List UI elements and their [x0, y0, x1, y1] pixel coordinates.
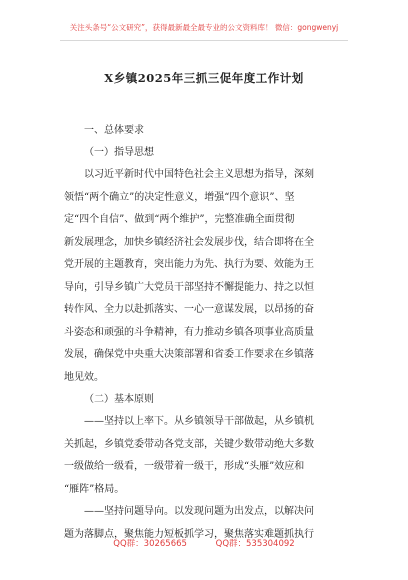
text-line: 一级做给一级看，一级带着一级干，形成“头雁”效应和	[64, 461, 305, 472]
text-line: 转作风、全力以赴抓落实、一心一意谋发展，以昂扬的奋	[64, 304, 314, 315]
paragraph-guiding-ideology	[64, 164, 356, 389]
header-divider	[60, 40, 348, 41]
text-line: 题为落脚点，聚焦能力短板抓学习，聚焦落实难题抓执行	[64, 528, 314, 540]
document-title: X乡镇2025年三抓三促年度工作计划	[104, 71, 304, 85]
text-line: 发展，确保党中央重大决策部署和省委工作要求在乡镇落	[64, 349, 314, 360]
footer-contacts	[0, 537, 408, 549]
text-line: 以习近平新时代中国特色社会主义思想为指导，深刻	[84, 169, 314, 180]
text-line: 定“四个自信”、做到“两个维护”，完整准确全面贯彻	[64, 214, 295, 225]
text-line: 关抓起，乡镇党委带动各党支部，关键少数带动绝大多数	[64, 438, 314, 450]
text-line: 领悟“两个确立”的决定性意义，增强“四个意识”、坚	[64, 191, 295, 203]
text-line: ——坚持问题导向。以发现问题为出发点，以解决问	[84, 506, 314, 517]
paragraph-lead-by-example	[64, 411, 356, 501]
text-line: 斗姿态和顽强的斗争精神，有力推动乡镇各项事业高质量	[64, 326, 314, 338]
subsection-heading-basic-principles: （二）基本原则	[84, 394, 154, 405]
text-line: “雁阵”格局。	[64, 483, 125, 495]
subsection-heading-guiding-ideology: （一）指导思想	[84, 147, 154, 158]
section-heading-general-requirements: 一、总体要求	[84, 125, 144, 136]
text-line: 导向，引导乡镇广大党员干部坚持不懈提能力、持之以恒	[64, 281, 314, 293]
footer-qq-group-1: QQ群：30265665	[113, 539, 187, 549]
document-body	[64, 120, 356, 546]
header-banner: 关注头条号“公文研究”，获得最新最全最专业的公文资料库！ 微信：gongwenyj	[69, 23, 339, 32]
text-line: ——坚持以上率下。从乡镇领导干部做起，从乡镇机	[84, 416, 314, 427]
footer-qq-group-2: QQ群：535304092	[215, 539, 295, 549]
text-line: 新发展理念，加快乡镇经济社会发展步伐，结合即将在全	[64, 236, 314, 248]
text-line: 党开展的主题教育，突出能力为先、执行为要、效能为王	[64, 259, 314, 270]
text-line: 地见效。	[64, 371, 104, 383]
